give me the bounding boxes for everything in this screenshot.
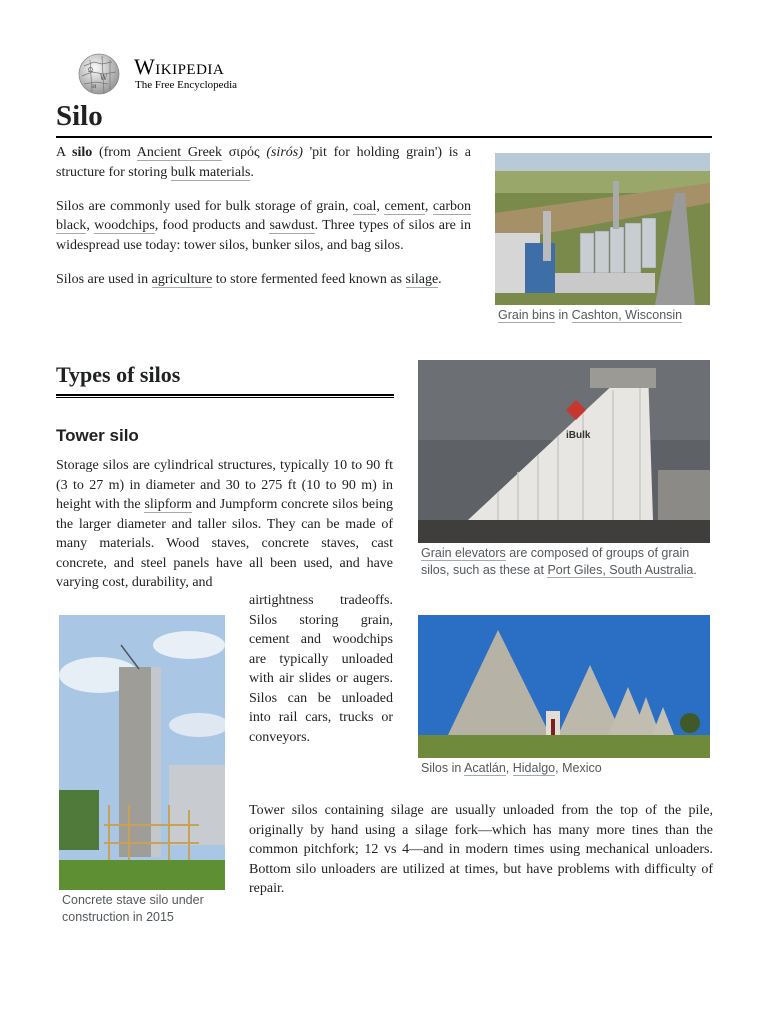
svg-text:W: W	[100, 74, 108, 82]
link-grain-bins[interactable]: Grain bins	[498, 308, 555, 322]
text: ,	[505, 761, 513, 775]
link-port-giles[interactable]: Port Giles, South Australia	[547, 563, 694, 577]
greek-word: σιρός	[228, 145, 260, 160]
section-heading-types: Types of silos	[56, 360, 394, 396]
svg-text:Ω: Ω	[88, 67, 93, 74]
link-hidalgo[interactable]: Hidalgo	[512, 761, 556, 775]
tower-paragraph-1-continued: airtightness tradeoffs. Silos storing grain, cement and woodchips are typically unloaded with air slides or augers. Silos can be unloaded into rail cars, trucks or conveyors.	[249, 593, 393, 745]
acatlan-silos-image[interactable]	[418, 615, 710, 758]
text: .	[438, 271, 442, 287]
text: . Three types of silos are in widespread use today: tower silos, bunker silos, and bag silos.	[56, 218, 471, 253]
text: Silos are commonly used for bulk storage of grain,	[56, 198, 354, 214]
text	[222, 145, 229, 160]
text: ,	[424, 198, 433, 214]
text: and Jumpform concrete silos being the larger diameter and taller silos. They can be made of many materials. Wood staves, concrete staves, cast concrete, and steel panels have all been used, and have varying cost, durability, and	[56, 497, 393, 590]
figure-grain-bins	[495, 153, 710, 324]
grain-elevators-image[interactable]	[418, 360, 710, 543]
tower-paragraph-2: Tower silos containing silage are usually unloaded from the top of the pile, originally by hand using a silage fork—which has many more tines than the common pitchfork; 12 vs 4—and in modern times using mechanical unloaders. Bottom silo unloaders are utilized at times, but have problems with difficulty of repair.	[249, 803, 713, 896]
figure-caption	[418, 760, 710, 777]
intro-paragraph-2	[56, 197, 471, 256]
wordmark: Wikipedia	[134, 54, 225, 79]
link-carbon-black[interactable]: carbon black	[56, 198, 472, 233]
svg-text:И: И	[92, 84, 97, 90]
text: , food products and	[154, 218, 270, 233]
link-sawdust[interactable]: sawdust	[269, 218, 315, 233]
intro-paragraph-3	[56, 270, 471, 290]
link-agriculture[interactable]: agriculture	[151, 271, 213, 287]
link-acatlan[interactable]: Acatlán	[464, 761, 506, 775]
figure-caption	[495, 307, 710, 324]
section-divider	[56, 397, 394, 398]
text: are composed of groups of grain silos, such as these at	[421, 546, 690, 577]
bold-term: silo	[72, 145, 93, 160]
figure-stave-silo	[59, 615, 225, 926]
link-coal[interactable]: coal	[353, 198, 377, 214]
page-title: Silo	[56, 96, 712, 138]
link-silage[interactable]: silage	[405, 271, 439, 287]
stave-silo-image[interactable]	[59, 615, 225, 890]
text: ,	[86, 218, 95, 233]
text: Storage silos are cylindrical structures, typically 10 to 90 ft (3 to 27 m) in diameter and 30 to 275 ft (10 to 90 m) in height with the	[56, 458, 393, 512]
text: to store fermented feed known as	[212, 271, 406, 287]
text: in	[554, 308, 572, 322]
text: ,	[376, 198, 385, 214]
text: A	[56, 145, 73, 160]
intro-paragraph-1	[56, 143, 471, 182]
figure-caption: Concrete stave silo under construction in 2015	[62, 893, 204, 924]
sign-text: iBulk	[566, 430, 591, 441]
link-cashton-wisconsin[interactable]: Cashton, Wisconsin	[571, 308, 683, 322]
grain-bins-image[interactable]	[495, 153, 710, 305]
text: 'pit for holding grain') is a structure for storing	[56, 145, 472, 180]
text: (from	[92, 145, 137, 160]
text: .	[250, 164, 254, 180]
text: Silos in	[421, 761, 465, 775]
figure-acatlan-silos	[418, 615, 710, 777]
subsection-heading-tower-silo: Tower silo	[56, 426, 139, 445]
link-cement[interactable]: cement	[384, 198, 425, 214]
tagline: The Free Encyclopedia	[135, 79, 238, 91]
wikipedia-logo[interactable]	[74, 52, 274, 96]
link-woodchips[interactable]: woodchips	[94, 218, 155, 233]
figure-caption	[418, 545, 710, 579]
link-grain-elevators[interactable]: Grain elevators	[421, 546, 506, 560]
text: .	[693, 563, 697, 577]
tower-paragraph-1	[56, 456, 393, 593]
wikipedia-globe-icon	[74, 52, 122, 96]
link-bulk-materials[interactable]: bulk materials	[170, 164, 251, 180]
link-ancient-greek[interactable]: Ancient Greek	[136, 145, 223, 160]
figure-grain-elevators	[418, 360, 710, 579]
transliteration: (sirós)	[266, 145, 303, 160]
text: Silos are used in	[56, 271, 152, 287]
link-slipform[interactable]: slipform	[144, 497, 192, 512]
text: , Mexico	[555, 761, 602, 775]
intro-section	[56, 143, 471, 289]
